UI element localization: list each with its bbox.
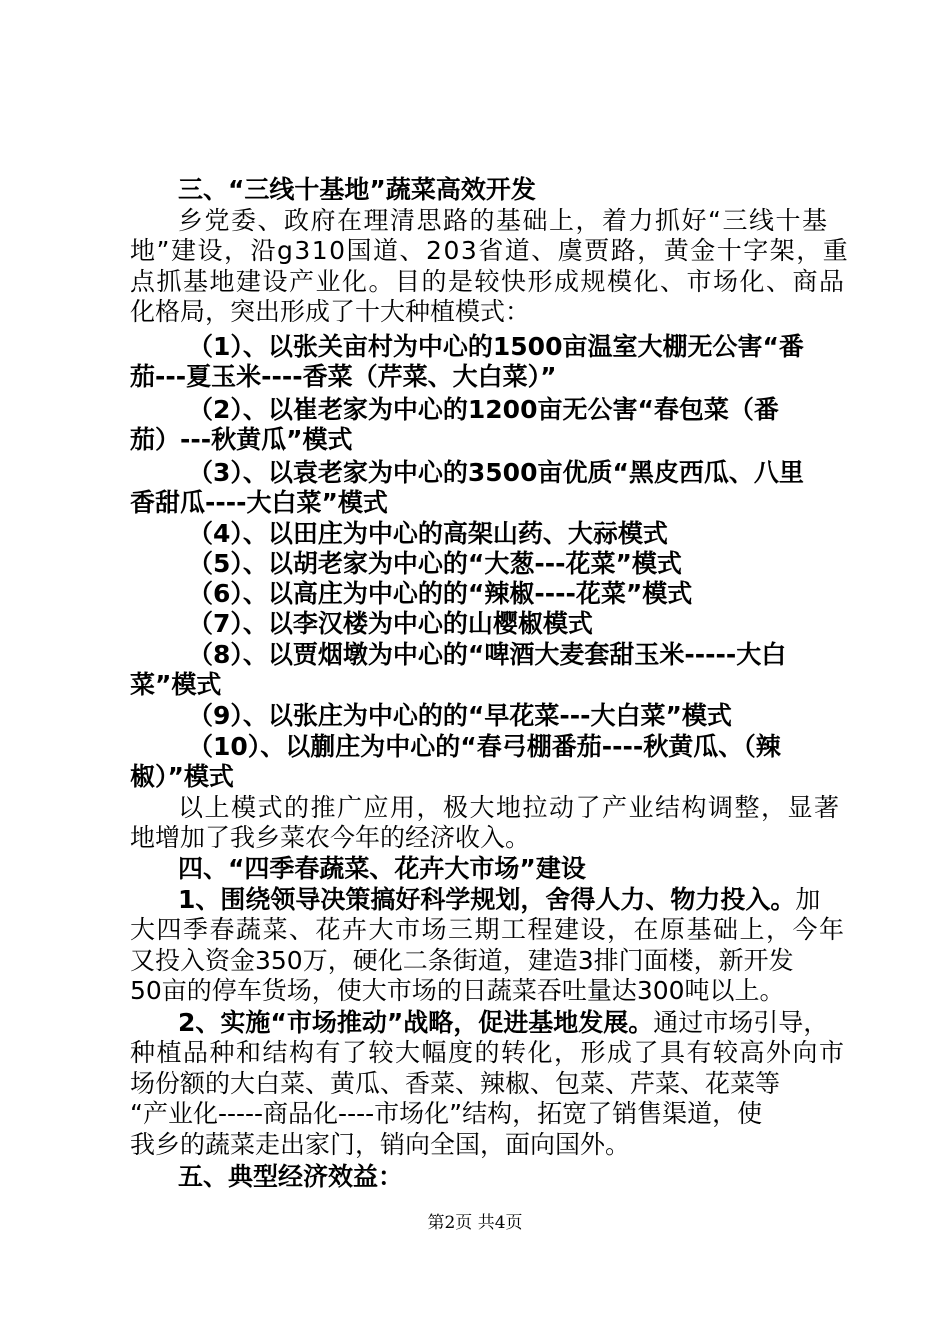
paragraph-line: 点抓基地建设产业化。目的是较快形成规模化、市场化、商品 [130,267,846,296]
paragraph-line: 大四季春蔬菜、花卉大市场三期工程建设，在原基础上，今年 [130,915,846,944]
list-item-10-cont: 椒）”模式 [130,762,234,791]
section-heading-3: 三、“三线十基地”蔬菜高效开发 [178,175,536,204]
paragraph-line: 种植品种和结构有了较大幅度的转化，形成了具有较高外向市 [130,1038,846,1067]
paragraph-line: 我乡的蔬菜走出家门，销向全国，面向国外。 [130,1130,631,1159]
section-heading-5: 五、典型经济效益： [178,1162,404,1191]
list-item-6: （6）、以高庄为中心的的“辣椒----花菜”模式 [188,579,693,608]
list-item-8: （8）、以贾烟墩为中心的“啤酒大麦套甜玉米-----大白 [188,640,787,669]
list-item-2: （2）、以崔老家为中心的1200亩无公害“春包菜（番 [188,395,779,424]
paragraph-line: 以上模式的推广应用，极大地拉动了产业结构调整，显著 [178,793,841,822]
paragraph-line: 又投入资金350万，硬化二条街道，建造3排门面楼，新开发 [130,946,794,975]
list-item-2-cont: 茄）---秋黄瓜”模式 [130,425,353,454]
list-item-1-cont: 茄---夏玉米----香菜（芹菜、大白菜）” [130,362,557,391]
list-item-3-cont: 香甜瓜----大白菜”模式 [130,488,388,517]
paragraph-line [178,1008,828,1038]
page-footer: 第2页 共4页 [427,1213,523,1233]
paragraph-text: 通过市场引导， [653,1008,829,1037]
section-heading-4: 四、“四季春蔬菜、花卉大市场”建设 [178,854,586,883]
list-item-3: （3）、以袁老家为中心的3500亩优质“黑皮西瓜、八里 [188,458,804,487]
list-item-4: （4）、以田庄为中心的高架山药、大祘模式 [188,519,668,548]
paragraph-heading-1: 1、围绕领导决策搞好科学规划，舍得人力、物力投入。 [178,885,796,914]
list-item-8-cont: 菜”模式 [130,670,222,699]
paragraph-line [178,885,820,915]
paragraph-line: 50亩的停车货场，使大市场的日蔬菜吞吐量达300吨以上。 [130,976,785,1005]
paragraph-heading-2: 2、实施“市场推动”战略，促进基地发展。 [178,1008,654,1037]
list-item-5: （5）、以胡老家为中心的“大葱---花菜”模式 [188,549,682,578]
list-item-7: （7）、以李汉楼为中心的山樱椒模式 [188,609,593,638]
list-item-9: （9）、以张庄为中心的的“早花菜---大白菜”模式 [188,701,732,730]
paragraph-line: 场份额的大白菜、黄瓜、香菜、辣椒、包菜、芹菜、花菜等 [130,1069,781,1098]
paragraph-text: 加 [795,885,821,914]
paragraph-line: “产业化-----商品化----市场化”结构，拓宽了销售渠道，使 [130,1099,763,1128]
list-item-1: （1）、以张关亩村为中心的1500亩温室大棚无公害“番 [188,332,804,361]
list-item-10: （10）、以蒯庄为中心的“春弓棚番茄----秋黄瓜、（辣 [188,732,781,761]
paragraph-line: 乡党委、政府在理清思路的基础上，着力抓好“三线十基 [178,206,829,235]
paragraph-line: 化格局，突出形成了十大种植模式： [130,297,531,326]
paragraph-line: 地”建设，沿g310国道、203省道、虞贾路，黄金十字架，重 [130,236,850,265]
paragraph-line: 地增加了我乡菜农今年的经济收入。 [130,823,531,852]
